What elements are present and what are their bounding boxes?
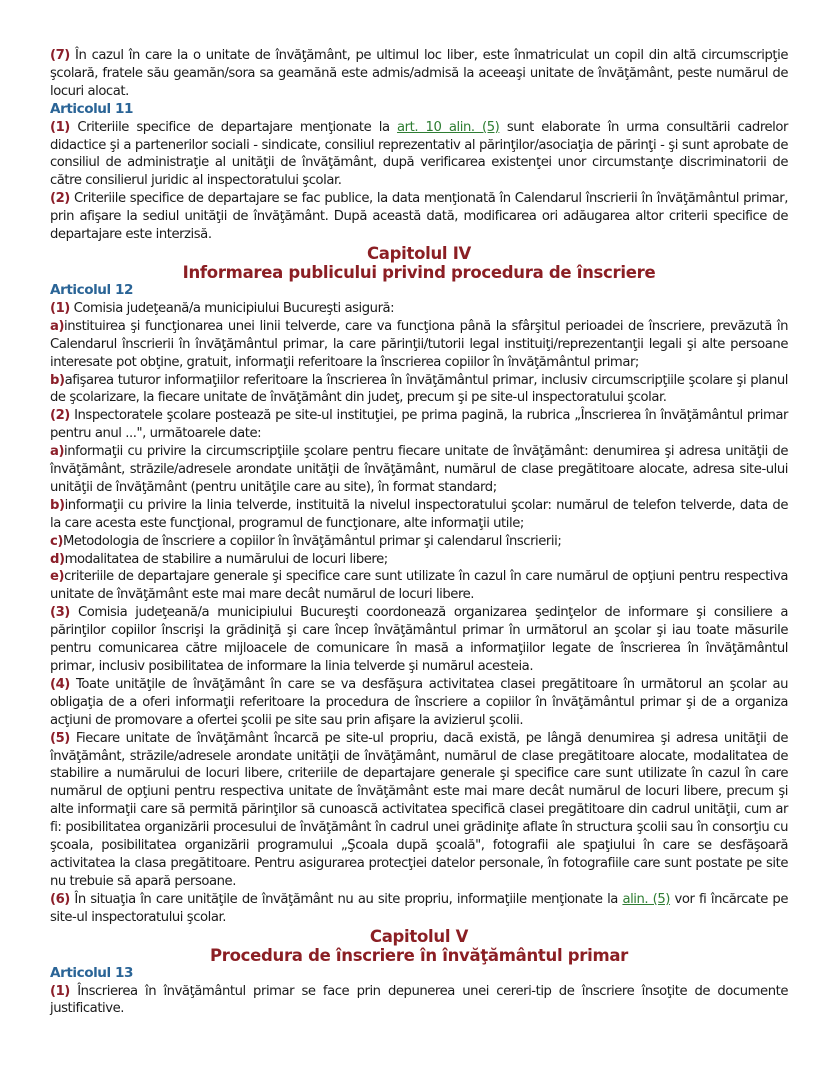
- document-page: [50, 47, 788, 1018]
- paragraph-text: sunt elaborate în urma consultării cadrelor didactice şi a partenerilor sociali - sindicate, consiliul reprezentativ al părinţilor/asociaţia de părinţi - şi sunt aprobate de consiliul de administraţie al unităţii de învăţământ, după verificarea existenţei unor circumstanţe discriminatorii de către consilierul juridic al inspectoratului şcolar.: [50, 119, 788, 189]
- paragraph-text: vor fi încărcate pe site-ul inspectoratului şcolar.: [50, 891, 788, 925]
- paragraph-number: (1): [50, 983, 70, 999]
- list-letter: d): [50, 551, 65, 567]
- list-letter: b): [50, 372, 65, 388]
- paragraph-number: (4): [50, 676, 70, 692]
- paragraph-12-6: [50, 891, 788, 927]
- list-text: criteriile de departajare generale şi specifice care sunt utilizate în cazul în care numărul de opţiuni pentru respectiva unitate de învăţământ este mai mare decât numărul de locuri libere.: [50, 569, 788, 603]
- list-item-12-2-d: [50, 551, 788, 569]
- paragraph-number: (3): [50, 605, 70, 621]
- list-letter: b): [50, 497, 65, 513]
- paragraph-text: Inspectoratele şcolare postează pe site-ul instituţiei, pe prima pagină, la rubrica „Înscrierea în învăţământul primar pentru anul ...", următoarele date:: [50, 408, 788, 442]
- paragraph-text: În situaţia în care unităţile de învăţământ nu au site propriu, informaţiile menţionate la: [69, 891, 623, 907]
- article-heading-12: Articolul 12: [50, 281, 134, 298]
- paragraph-12-2: [50, 407, 788, 443]
- paragraph-text: În cazul în care la o unitate de învăţământ, pe ultimul loc liber, este înmatriculat un copil din altă circumscripţie şcolară, fratele său geamăn/sora sa geamănă este admis/admisă la aceeaşi unitate de învăţământ, peste numărul de locuri alocat.: [50, 48, 788, 99]
- list-text: afişarea tuturor informaţiilor referitoare la înscrierea în învăţământul primar, inclusiv circumscripţiile şcolare şi planul de şcolarizare, la fiecare unitate de învăţământ din judeţ, precum şi pe site-ul inspectoratului şcolar.: [50, 372, 788, 406]
- paragraph-10-7: [50, 47, 788, 101]
- list-item-12-2-c: [50, 533, 788, 551]
- list-item-12-2-e: [50, 568, 788, 604]
- list-item-12-2-a: [50, 443, 788, 497]
- paragraph-12-4: [50, 676, 788, 730]
- link-art-10-alin-5[interactable]: art. 10 alin. (5): [397, 119, 500, 135]
- chapter-number-v: Capitolul V: [369, 926, 469, 946]
- chapter-number-iv: Capitolul IV: [366, 243, 472, 263]
- paragraph-text: Criteriile specifice de departajare menţionate la: [69, 119, 398, 135]
- list-item-12-1-b: [50, 372, 788, 408]
- paragraph-number: (6): [50, 891, 70, 907]
- chapter-title-v: Procedura de înscriere în învăţământul primar: [209, 945, 629, 965]
- paragraph-number: (7): [50, 48, 70, 63]
- list-letter: e): [50, 569, 65, 585]
- article-heading-11: Articolul 11: [50, 100, 134, 117]
- paragraph-number: (2): [50, 191, 70, 207]
- list-text: instituirea şi funcţionarea unei linii telverde, care va funcţiona până la sfârşitul perioadei de înscriere, prevăzută în Calendarul înscrierii în învăţământul primar, la care părinţii/tutorii legal instituiţi/reprezentanţii legali şi alte persoane interesate pot obţine, gratuit, informaţii referitoare la înscrierea copiilor în învăţământul primar;: [50, 318, 788, 370]
- paragraph-11-2: [50, 190, 788, 244]
- paragraph-12-3: [50, 604, 788, 676]
- article-heading-13: Articolul 13: [50, 964, 134, 981]
- paragraph-text: Comisia judeţeană/a municipiului Bucureşti coordonează organizarea şedinţelor de informare şi consiliere a părinţilor copiilor înscrişi la grădiniţă şi care încep învăţământul primar în următorul an şcolar şi iau toate măsurile pentru comunicarea către mijloacele de comunicare în masă a informaţiilor legate de înscrierea în învăţământul primar, inclusiv posibilitatea de informare la linia telverde şi numărul acesteia.: [50, 605, 788, 674]
- paragraph-number: (1): [50, 119, 70, 135]
- list-text: informaţii cu privire la circumscripţiile şcolare pentru fiecare unitate de învăţământ: denumirea şi adresa unităţii de învăţământ, străzile/adresele arondate unităţii de învăţământ, numărul de clase pregătitoare alocate, adresa site-ului unităţii de învăţământ (pentru unităţile care au site), în format standard;: [50, 444, 788, 495]
- list-item-12-2-b: [50, 497, 788, 533]
- paragraph-text: Fiecare unitate de învăţământ încarcă pe site-ul propriu, dacă există, pe lângă denumirea şi adresa unităţii de învăţământ, străzile/adresele arondate unităţii de învăţământ, numărul de clase pregătitoare alocate, modalitatea de stabilire a numărului de locuri libere, criteriile de departajare generale şi specifice care sunt utilizate în cazul în care numărul de opţiuni pentru respectiva unitate de învăţământ este mai mare decât numărul de locuri libere, precum şi alte informaţii care să permită părinţilor să cunoască activitatea specifică clasei pregătitoare din cadrul unităţii, cum ar fi: posibilitatea organizării procesului de învăţământ în cadrul unei grădiniţe aflate în structura şcolii sau în consorţiu cu şcoala, posibilitatea organizării programului „Şcoala după şcoală", fotografii ale spaţiului în care se desfăşoară activitatea la clasa pregătitoare. Pentru asigurarea protecţiei datelor personale, în fotografiile care sunt postate pe site nu trebuie să apară persoane.: [50, 730, 788, 889]
- paragraph-number: (1): [50, 300, 70, 316]
- paragraph-12-5: [50, 730, 788, 891]
- list-text: modalitatea de stabilire a numărului de locuri libere;: [64, 551, 388, 567]
- paragraph-text: Toate unităţile de învăţământ în care se va desfăşura activitatea clasei pregătitoare în următorul an şcolar au obligaţia de a oferi informaţii referitoare la procedura de înscriere a copiilor în învăţământul primar şi de a organiza acţiuni de promovare a ofertei şcolii pe site sau prin afişare la avizierul şcolii.: [50, 676, 788, 728]
- list-letter: a): [50, 444, 65, 460]
- paragraph-12-1: [50, 300, 788, 318]
- paragraph-text: Comisia judeţeană/a municipiului Bucureşti asigură:: [69, 300, 395, 316]
- link-alin-5[interactable]: alin. (5): [622, 891, 670, 907]
- paragraph-11-1: [50, 119, 788, 191]
- paragraph-number: (5): [50, 730, 70, 746]
- paragraph-13-1: [50, 983, 788, 1019]
- paragraph-text: Înscrierea în învăţământul primar se face prin depunerea unei cereri-tip de înscriere însoţite de documente justificative.: [50, 983, 788, 1017]
- list-text: informaţii cu privire la linia telverde, instituită la nivelul inspectoratului şcolar: numărul de telefon telverde, data de la care acesta este funcţional, programul de funcţionare, alte informaţii utile;: [50, 497, 788, 531]
- list-item-12-1-a: [50, 318, 788, 372]
- list-letter: c): [50, 533, 63, 549]
- chapter-title-iv: Informarea publicului privind procedura de înscriere: [182, 262, 656, 282]
- paragraph-text: Criteriile specifice de departajare se fac publice, la data menţionată în Calendarul înscrierii în învăţământul primar, prin afişare la sediul unităţii de învăţământ. După această dată, modificarea ori adăugarea altor criterii specifice de departajare este interzisă.: [50, 191, 788, 243]
- paragraph-number: (2): [50, 408, 70, 424]
- list-text: Metodologia de înscriere a copiilor în învăţământul primar şi calendarul înscrierii;: [62, 533, 562, 549]
- list-letter: a): [50, 318, 65, 334]
